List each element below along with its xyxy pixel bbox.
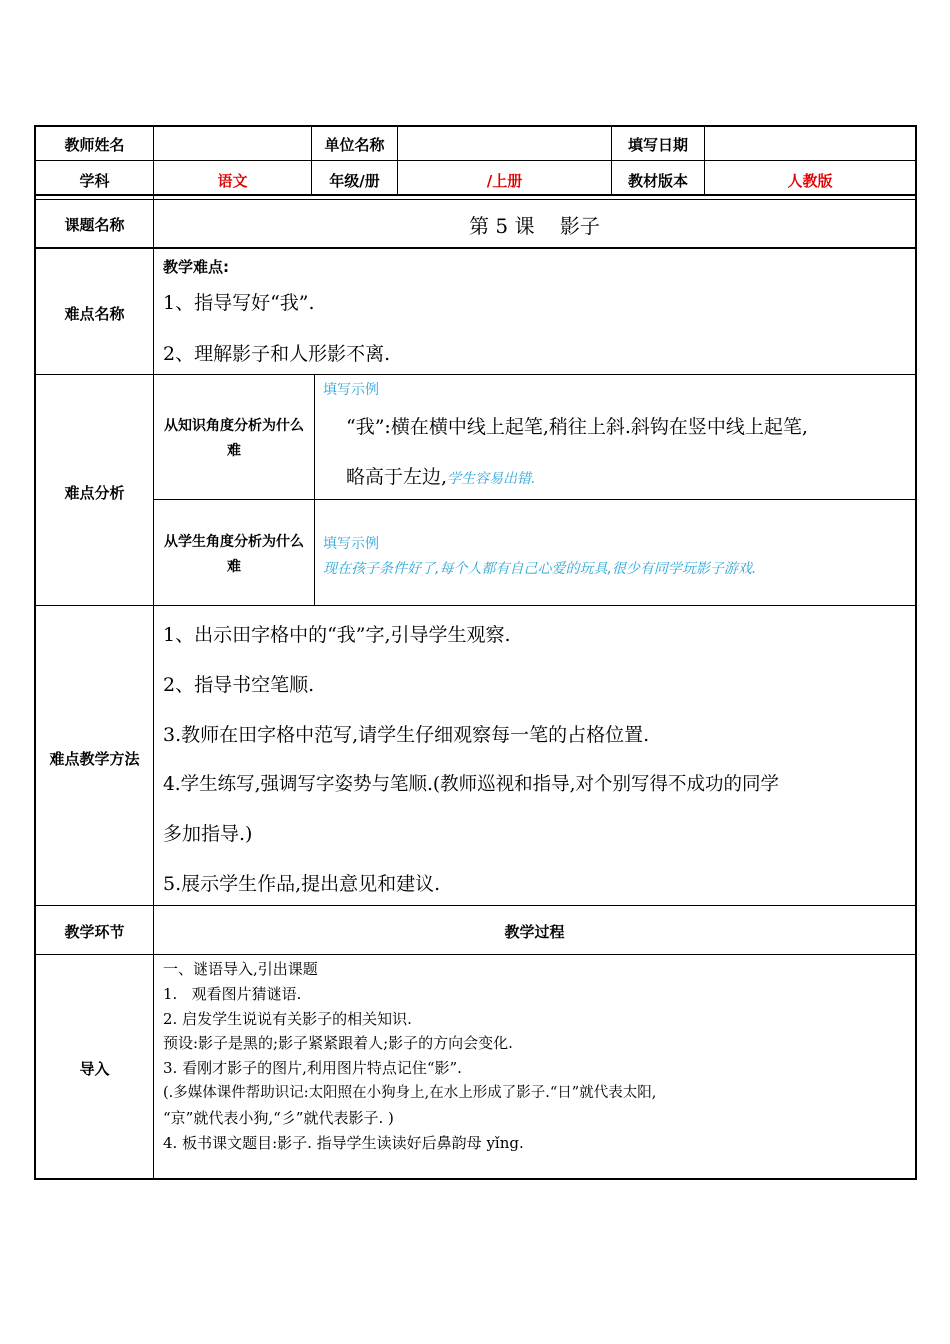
stage-header-label: 教学环节 bbox=[64, 923, 125, 941]
intro-line-8: 4. 板书课文题目:影子. 指导学生读读好后鼻韵母 yǐng. bbox=[163, 1134, 524, 1152]
knowledge-angle-label: 从知识角度分析为什么难 bbox=[164, 418, 304, 459]
knowledge-text-note: 学生容易出错. bbox=[447, 471, 536, 487]
analysis-label: 难点分析 bbox=[64, 484, 125, 502]
student-angle-label: 从学生角度分析为什么难 bbox=[164, 534, 304, 575]
grade-value: /上册 bbox=[486, 172, 523, 190]
difficulty-heading: 教学难点: bbox=[163, 258, 229, 276]
intro-line-3: 2. 启发学生说说有关影子的相关知识. bbox=[163, 1010, 412, 1028]
topic-label: 课题名称 bbox=[64, 216, 125, 234]
teacher-name-label: 教师姓名 bbox=[64, 136, 125, 154]
intro-line-7: “京”就代表小狗,“彡”就代表影子. ) bbox=[163, 1109, 394, 1127]
textbook-value: 人教版 bbox=[787, 172, 833, 190]
knowledge-text-main: 略高于左边, bbox=[346, 466, 448, 488]
intro-line-2: 1. 观看图片猜谜语. bbox=[163, 985, 302, 1003]
grade-label: 年级/册 bbox=[329, 172, 380, 190]
method-label: 难点教学方法 bbox=[49, 750, 140, 768]
method-item-5: 5.展示学生作品,提出意见和建议. bbox=[163, 873, 441, 895]
topic-value: 第 5 课 影子 bbox=[469, 214, 600, 238]
textbook-label: 教材版本 bbox=[627, 172, 688, 190]
student-sample-tag: 填写示例 bbox=[323, 536, 379, 552]
difficulty-item-1: 1、指导写好“我”. bbox=[163, 292, 315, 314]
method-item-4: 4.学生练写,强调写字姿势与笔顺.(教师巡视和指导,对个别写得不成功的同学 bbox=[163, 774, 780, 795]
subject-value: 语文 bbox=[217, 172, 248, 190]
intro-line-6: (.多媒体课件帮助识记:太阳照在小狗身上,在水上形成了影子.“日”就代表太阳, bbox=[163, 1085, 657, 1101]
difficulty-label: 难点名称 bbox=[64, 305, 125, 323]
intro-label: 导入 bbox=[79, 1060, 110, 1078]
fill-date-label: 填写日期 bbox=[627, 136, 688, 154]
intro-line-4: 预设:影子是黑的;影子紧紧跟着人;影子的方向会变化. bbox=[163, 1034, 513, 1052]
unit-name-label: 单位名称 bbox=[324, 136, 385, 154]
subject-label: 学科 bbox=[79, 172, 110, 190]
student-text: 现在孩子条件好了,每个人都有自己心爱的玩具,很少有同学玩影子游戏. bbox=[323, 561, 757, 577]
knowledge-text-line1: “我”:横在横中线上起笔,稍往上斜.斜钩在竖中线上起笔, bbox=[346, 416, 808, 438]
intro-line-5: 3. 看刚才影子的图片,利用图片特点记住“影”. bbox=[163, 1059, 462, 1077]
method-item-1: 1、出示田字格中的“我”字,引导学生观察. bbox=[163, 624, 511, 646]
method-item-4-cont: 多加指导.) bbox=[163, 823, 253, 845]
method-item-2: 2、指导书空笔顺. bbox=[163, 674, 315, 696]
method-item-3: 3.教师在田字格中范写,请学生仔细观察每一笔的占格位置. bbox=[163, 724, 650, 746]
process-header-label: 教学过程 bbox=[504, 923, 565, 941]
intro-line-1: 一、谜语导入,引出课题 bbox=[163, 960, 318, 978]
knowledge-sample-tag: 填写示例 bbox=[323, 382, 379, 398]
difficulty-item-2: 2、理解影子和人形影不离. bbox=[163, 343, 391, 365]
knowledge-text-line2 bbox=[346, 462, 536, 489]
